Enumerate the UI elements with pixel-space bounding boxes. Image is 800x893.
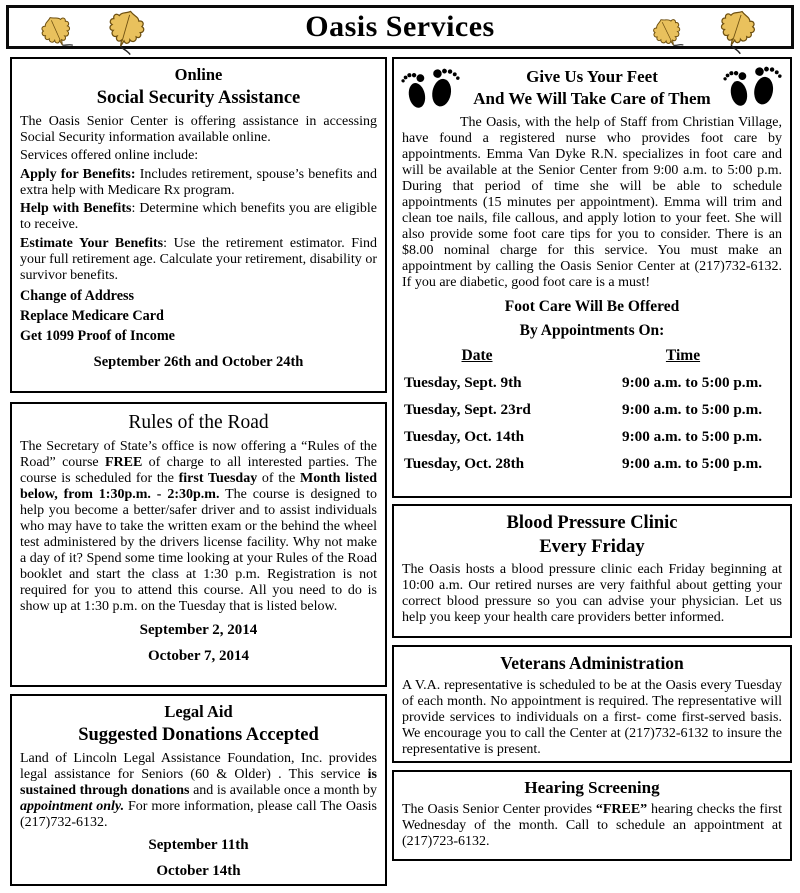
- row-date: Tuesday, Sept. 9th: [404, 374, 522, 391]
- foot-care-offer-line2: By Appointments On:: [519, 322, 665, 339]
- hearing-paragraph: The Oasis Senior Center provides “FREE” hearing checks the first Wednesday of the month. Call to schedule an appointment at (217)723-6132.: [402, 801, 782, 849]
- row-time: 9:00 a.m. to 5:00 p.m.: [622, 401, 763, 418]
- table-row: [402, 371, 782, 394]
- social-security-help: Help with Benefits: Determine which benefits you are eligible to receive.: [20, 201, 377, 232]
- legal-aid-title-line2: Suggested Donations Accepted: [78, 725, 319, 745]
- column-header-date: Date: [461, 347, 493, 364]
- row-time: 9:00 a.m. to 5:00 p.m.: [622, 428, 763, 445]
- row-date: Tuesday, Oct. 28th: [404, 455, 525, 472]
- social-security-dates: September 26th and October 24th: [93, 354, 304, 370]
- section-rules-of-the-road: [10, 402, 387, 687]
- legal-aid-date-1: September 11th: [148, 837, 249, 853]
- right-column: [392, 57, 792, 861]
- autumn-leaf-icon: [709, 3, 763, 59]
- section-veterans-administration: [392, 645, 792, 763]
- left-column: [10, 57, 387, 886]
- social-security-title-line1: Online: [174, 65, 223, 84]
- blood-pressure-title-line1: Blood Pressure Clinic: [506, 513, 678, 533]
- section-social-security: [10, 57, 387, 393]
- row-date: Tuesday, Oct. 14th: [404, 428, 525, 445]
- veterans-title: Veterans Administration: [500, 653, 684, 673]
- social-security-services-label: Services offered online include:: [20, 148, 199, 163]
- autumn-leaf-icon: [33, 8, 81, 57]
- foot-care-table-header: [402, 345, 782, 367]
- page-header: [6, 5, 794, 49]
- legal-aid-date-2: October 14th: [156, 863, 241, 879]
- page-title: Oasis Services: [305, 10, 495, 43]
- row-time: 9:00 a.m. to 5:00 p.m.: [622, 374, 763, 391]
- autumn-leaf-icon: [645, 10, 691, 57]
- row-time: 9:00 a.m. to 5:00 p.m.: [622, 455, 763, 472]
- blood-pressure-paragraph: The Oasis hosts a blood pressure clinic each Friday beginning at 10:00 a.m. Our retired nurses are very faithful about getting your correct blood pressure so you can advise your physician. Let us help you keep your health care providers better informed.: [402, 561, 782, 625]
- table-row: [402, 452, 782, 475]
- social-security-replace-medicare-card: Replace Medicare Card: [20, 308, 164, 324]
- social-security-estimate: Estimate Your Benefits: Use the retirement estimator. Find your full retirement age. Calculate your retirement, disability or survivor benefits.: [20, 235, 377, 283]
- foot-care-title-line2: And We Will Take Care of Them: [473, 89, 711, 108]
- column-header-time: Time: [665, 347, 701, 364]
- social-security-intro: The Oasis Senior Center is offering assistance in accessing Social Security information available online.: [20, 113, 377, 145]
- row-date: Tuesday, Sept. 23rd: [404, 401, 531, 418]
- social-security-1099: Get 1099 Proof of Income: [20, 328, 175, 344]
- table-row: [402, 398, 782, 421]
- table-row: [402, 425, 782, 448]
- autumn-leaf-icon: [98, 3, 153, 59]
- blood-pressure-title-line2: Every Friday: [539, 537, 645, 557]
- footprints-icon: [723, 62, 783, 112]
- section-hearing-screening: [392, 770, 792, 861]
- section-legal-aid: [10, 694, 387, 886]
- veterans-paragraph: A V.A. representative is scheduled to be at the Oasis every Tuesday of each month. No appointment is required. The representative will provide services to individuals on a first- come first-served basis. We encourage you to call the Center at (217)732-6132 to insure the representative is present.: [402, 677, 782, 757]
- social-security-apply: Apply for Benefits: Includes retirement, spouse’s benefits and extra help with Medicare Rx program.: [20, 166, 377, 198]
- rules-title: Rules of the Road: [128, 412, 269, 433]
- rules-paragraph: The Secretary of State’s office is now offering a “Rules of the Road” course FREE of charge to all interested parties. The course is scheduled for the first Tuesday of the Month listed below, from 1:30p.m. - 2:30p.m. The course is designed to help you become a better/safer driver and to assist individuals who may have to take the written exam or the behind the wheel test administered by the drivers license facility. Why not make a day of it? Spend some time looking at your Rules of the Road booklet and start the class at 1:30 p.m. Registration is not required for you to attend this course. All you need to do is show up at 1:30 p.m. on the Tuesday that is listed below.: [20, 439, 377, 614]
- legal-aid-paragraph: Land of Lincoln Legal Assistance Foundation, Inc. provides legal assistance for Seniors (60 & Older) . This service is sustained through donations and is available once a month by appointment only. For more information, please call The Oasis (217)732-6132.: [20, 750, 377, 830]
- foot-care-paragraph: The Oasis, with the help of Staff from Christian Village, have found a registered nurse who provides foot care by appointments. Emma Van Dyke R.N. specializes in foot care and will be available at the Senior Center from 9:00 a.m. to 5:00 p.m. During that period of time she will be able to schedule appointments (15 minutes per appointment). Emma will trim and clean toe nails, file callous, and apply lotion to your feet. She will also provide some foot care tips for you to consider. There is an $8.00 nominal charge for this service. You must make an appointment by calling the Oasis Senior Center at (217)732-6132. If you are diabetic, good foot care is a must!: [402, 115, 782, 290]
- section-foot-care: [392, 57, 792, 498]
- section-blood-pressure-clinic: [392, 504, 792, 638]
- legal-aid-title-line1: Legal Aid: [164, 702, 233, 721]
- foot-care-offer-line1: Foot Care Will Be Offered: [504, 298, 680, 315]
- social-security-change-of-address: Change of Address: [20, 288, 135, 304]
- rules-date-1: September 2, 2014: [139, 621, 258, 638]
- foot-care-title-line1: Give Us Your Feet: [526, 67, 658, 86]
- hearing-title: Hearing Screening: [524, 778, 660, 797]
- footprints-icon: [401, 64, 461, 114]
- social-security-title-line2: Social Security Assistance: [96, 88, 301, 108]
- rules-date-2: October 7, 2014: [148, 647, 249, 664]
